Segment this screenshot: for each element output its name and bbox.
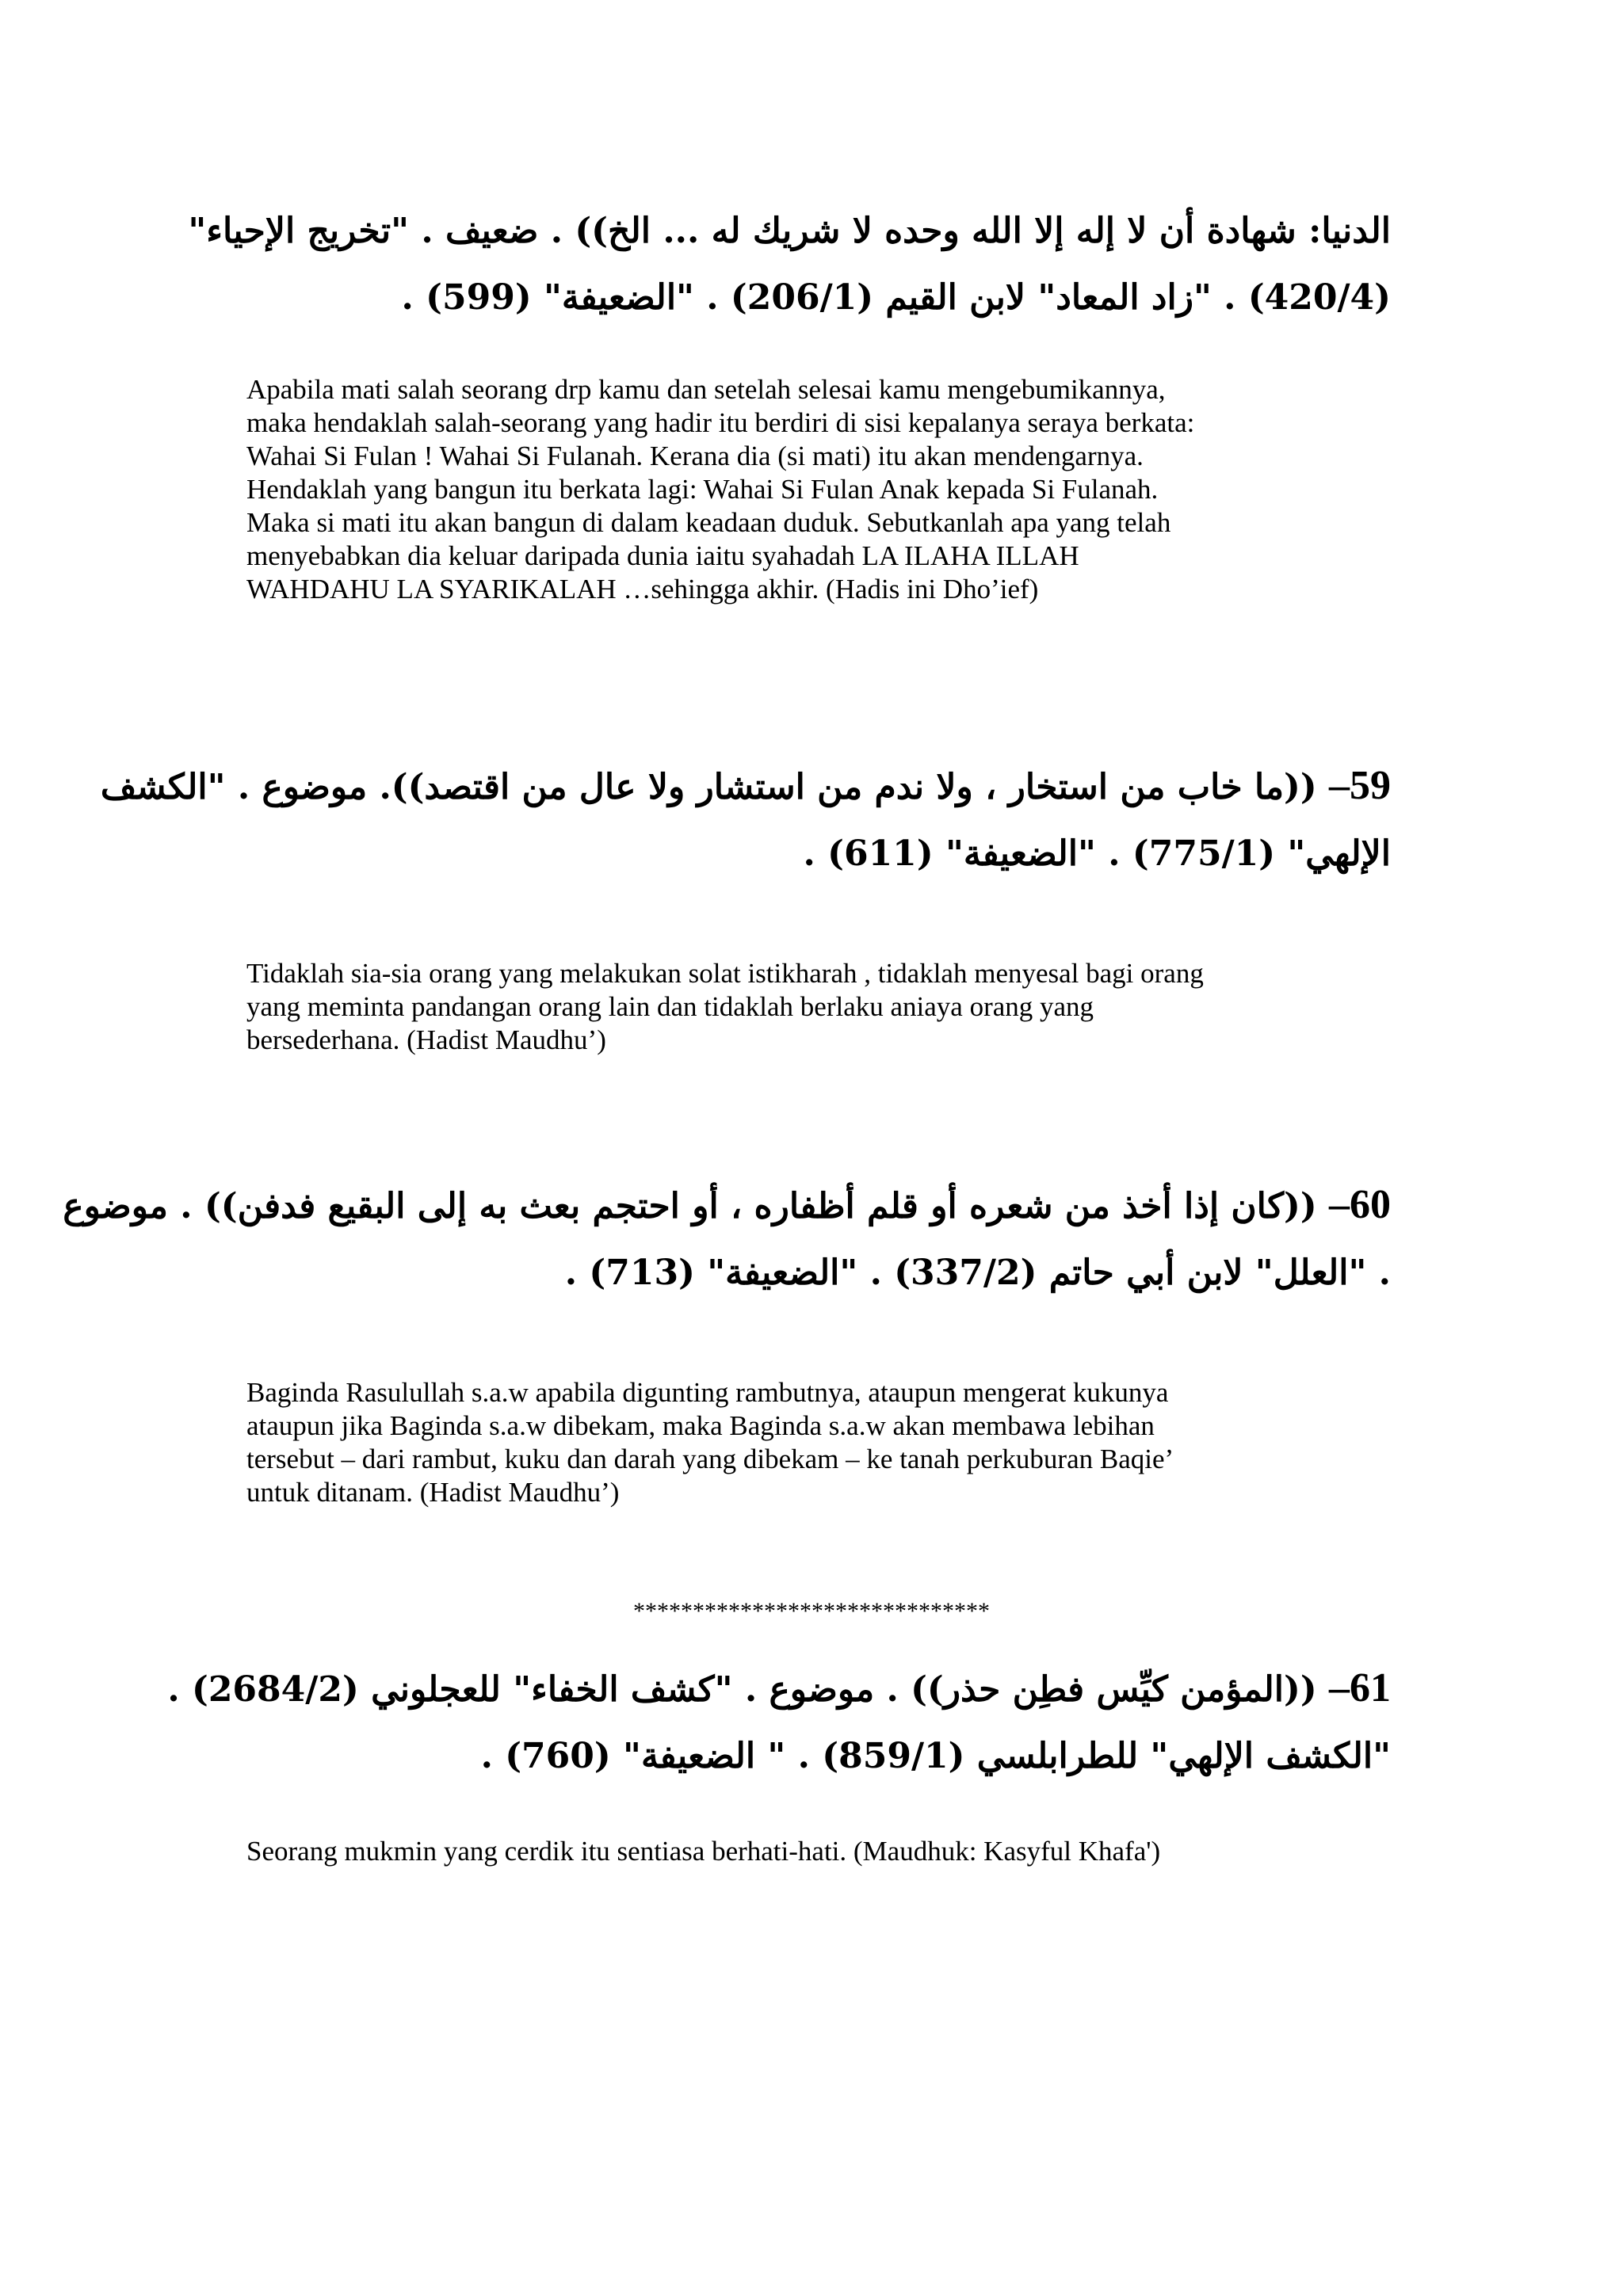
- arabic-hadith-text-block-60: [63, 1172, 1391, 1306]
- translation-line: Baginda Rasulullah s.a.w apabila digunting rambutnya, ataupun mengerat kukunya: [246, 1377, 1169, 1408]
- arabic-hadith-text-block-59: [100, 753, 1391, 887]
- translation-line: WAHDAHU LA SYARIKALAH …sehingga akhir. (Hadis ini Dho’ief): [246, 574, 1039, 605]
- arabic-hadith-text-block-1: [188, 198, 1391, 331]
- hadith-number: 59–: [1329, 763, 1391, 808]
- translation-line: Hendaklah yang bangun itu berkata lagi: Wahai Si Fulan Anak kepada Si Fulanah.: [246, 474, 1159, 505]
- arabic-line-text: ((المؤمن كيِّس فطِن حذر)) . موضوع . "كشف الخفاء" للعجلوني (2684/2) .: [167, 1669, 1317, 1710]
- arabic-line: (420/4) . "زاد المعاد" لابن القيم (206/1) . "الضعيفة" (599) .: [401, 277, 1391, 318]
- translation-line: maka hendaklah salah-seorang yang hadir itu berdiri di sisi kepalanya seraya berkata:: [246, 407, 1195, 438]
- translation-line: yang meminta pandangan orang lain dan tidaklah berlaku aniaya orang yang: [246, 991, 1094, 1022]
- translation-line: Seorang mukmin yang cerdik itu sentiasa berhati-hati. (Maudhuk: Kasyful Khafa'): [246, 1836, 1161, 1867]
- arabic-line: الإلهي" (775/1) . "الضعيفة" (611) .: [803, 833, 1391, 874]
- arabic-line: "الكشف الإلهي" للطرابلسي (859/1) . " الضعيفة" (760) .: [480, 1736, 1391, 1776]
- arabic-line: [167, 1655, 1391, 1723]
- translation-line: ataupun jika Baginda s.a.w dibekam, maka Baginda s.a.w akan membawa lebihan: [246, 1410, 1155, 1441]
- malay-translation-block-1: [246, 373, 1403, 606]
- arabic-line-text: ((كان إذا أخذ من شعره أو قلم أظفاره ، أو احتجم بعث به إلى البقيع فدفن)) . موضوع: [63, 1186, 1317, 1226]
- arabic-hadith-text-block-61: [167, 1655, 1391, 1790]
- translation-line: untuk ditanam. (Hadist Maudhu’): [246, 1477, 620, 1508]
- malay-translation-block-61: [246, 1835, 1403, 1868]
- translation-line: Maka si mati itu akan bangun di dalam keadaan duduk. Sebutkanlah apa yang telah: [246, 507, 1171, 538]
- arabic-line: [100, 753, 1391, 821]
- malay-translation-block-59: [246, 957, 1403, 1057]
- arabic-line: [63, 1172, 1391, 1240]
- translation-line: Tidaklah sia-sia orang yang melakukan solat istikharah , tidaklah menyesal bagi orang: [246, 958, 1204, 989]
- translation-line: bersederhana. (Hadist Maudhu’): [246, 1024, 606, 1055]
- arabic-line-text: ((ما خاب من استخار ، ولا ندم من استشار ولا عال من اقتصد)). موضوع . "الكشف: [100, 767, 1317, 807]
- hadith-number: 61–: [1329, 1665, 1391, 1711]
- translation-line: Wahai Si Fulan ! Wahai Si Fulanah. Kerana dia (si mati) itu akan mendengarnya.: [246, 441, 1144, 471]
- arabic-line: . "العلل" لابن أبي حاتم (337/2) . "الضعيفة" (713) .: [564, 1253, 1391, 1293]
- translation-line: tersebut – dari rambut, kuku dan darah yang dibekam – ke tanah perkuburan Baqie’: [246, 1444, 1174, 1474]
- arabic-line: الدنيا: شهادة أن لا إله إلا الله وحده لا شريك له ... الخ)) . ضعيف . "تخريج الإحياء": [188, 211, 1391, 251]
- translation-line: menyebabkan dia keluar daripada dunia iaitu syahadah LA ILAHA ILLAH: [246, 540, 1079, 571]
- hadith-number: 60–: [1329, 1182, 1391, 1227]
- translation-line: Apabila mati salah seorang drp kamu dan setelah selesai kamu mengebumikannya,: [246, 374, 1166, 405]
- malay-translation-block-60: [246, 1376, 1403, 1509]
- section-separator: ******************************: [633, 1598, 990, 1624]
